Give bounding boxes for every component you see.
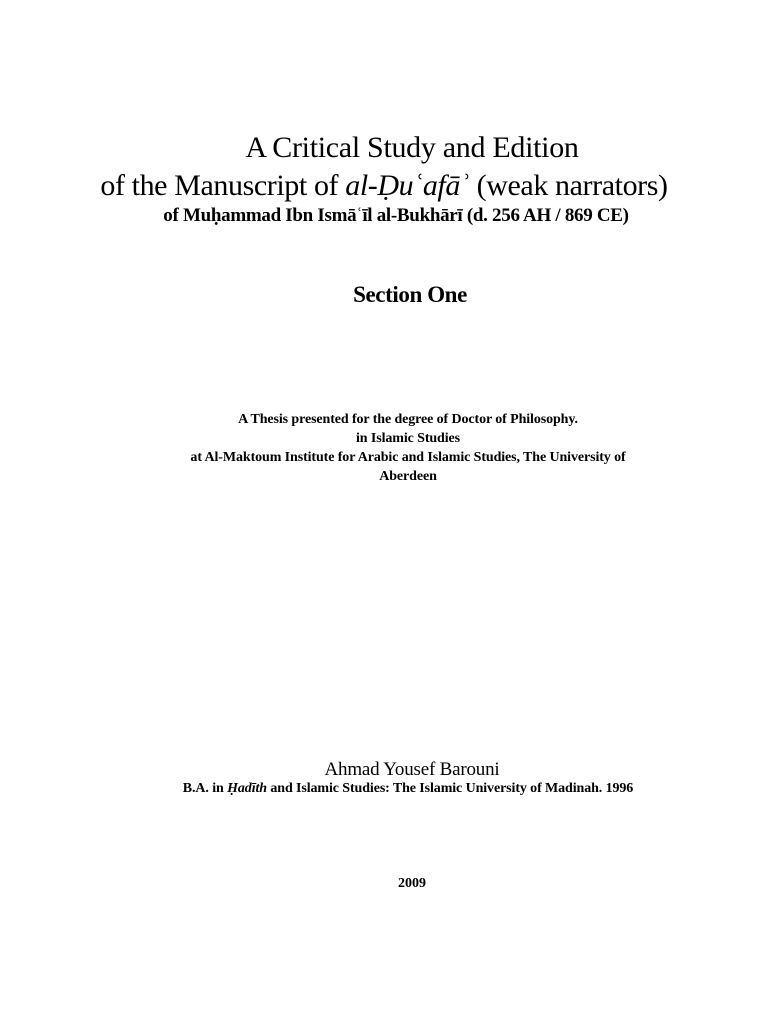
author-degree-subject: Ḥadīth [227,781,267,796]
manuscript-title-arabic-name: al-Ḍuʿafāʾ [345,169,470,202]
author-degree [24,779,768,799]
publication-year: 2009 [398,876,426,891]
thesis-field: in Islamic Studies [356,431,460,446]
section-heading: Section One [353,282,467,307]
thesis-institution-continued: Aberdeen [379,469,437,484]
manuscript-title-prefix: of the Manuscript of [100,169,346,202]
manuscript-author-line: of Muḥammad Ibn Ismāʿīl al-Bukhārī (d. 256 AH / 869 CE) [163,205,629,226]
author-degree-prefix: B.A. in [182,781,228,796]
manuscript-title [0,168,768,204]
main-title: A Critical Study and Edition [245,131,579,164]
manuscript-title-suffix: (weak narrators) [469,169,668,202]
author-degree-suffix: and Islamic Studies: The Islamic University of Madinah. 1996 [266,781,634,796]
thesis-statement: A Thesis presented for the degree of Doctor of Philosophy. [238,412,578,427]
thesis-institution: at Al-Maktoum Institute for Arabic and Islamic Studies, The University of [190,450,626,465]
author-name: Ahmad Yousef Barouni [324,759,500,780]
